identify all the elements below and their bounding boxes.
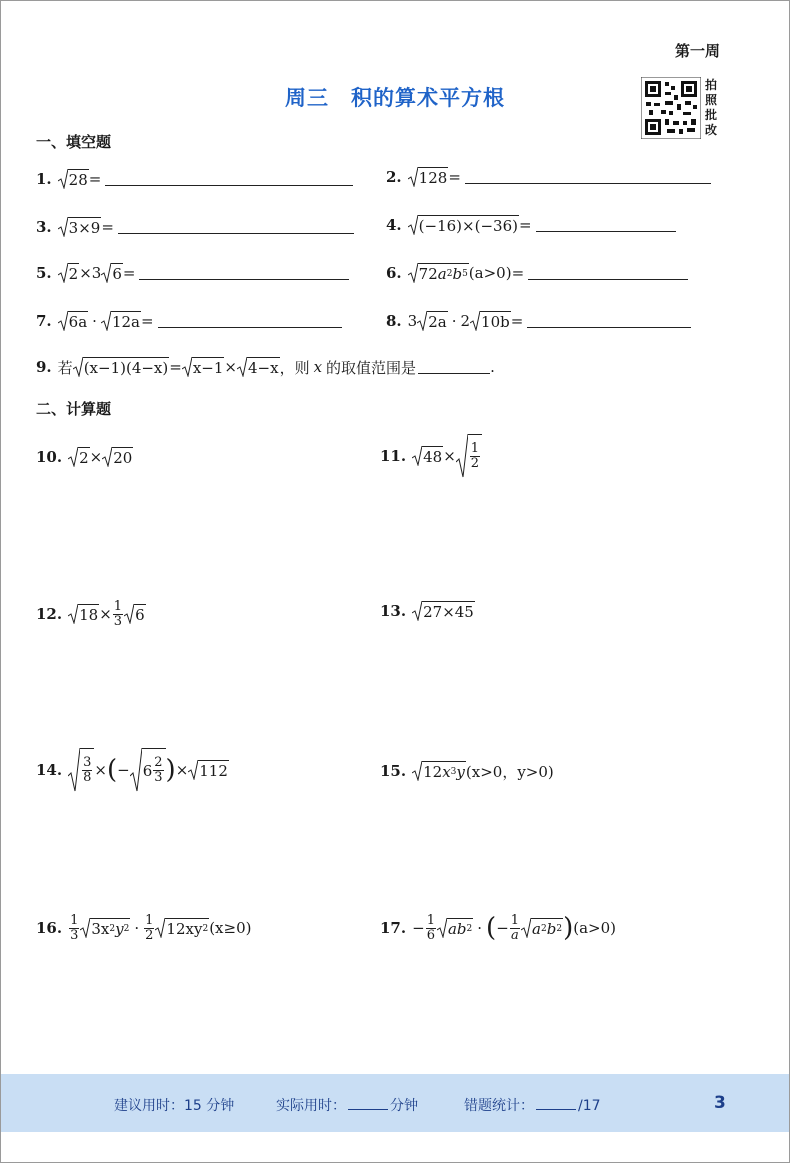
radicand: x−1: [192, 358, 224, 377]
sqrt: [101, 311, 141, 331]
equals: =: [511, 264, 525, 282]
condition: (a>0): [468, 264, 512, 282]
section-calculation: 二、计算题: [36, 400, 112, 418]
condition: (x≥0): [209, 919, 252, 937]
radicand: 6: [112, 264, 122, 283]
sqrt: [456, 434, 482, 478]
question-number: 8.: [386, 312, 402, 330]
question-number: 1.: [36, 170, 52, 188]
question-number: 10.: [36, 448, 63, 466]
left-paren: (: [106, 755, 118, 785]
term: 12xy: [166, 919, 203, 938]
radicand: [447, 918, 473, 938]
sqrt: [182, 357, 225, 377]
section-fill-blank: 一、填空题: [36, 133, 112, 151]
equals: =: [101, 218, 114, 236]
qr-code-icon[interactable]: [641, 77, 701, 139]
text-range: 的取值范围是: [326, 358, 417, 377]
sqrt: [68, 447, 90, 467]
right-paren: ): [563, 913, 574, 943]
coefficient: 3: [407, 312, 418, 330]
radicand: 12a: [111, 312, 140, 331]
sqrt: [412, 601, 475, 621]
text-if: 若: [57, 358, 73, 377]
denominator: 3: [154, 770, 163, 785]
numerator: 1: [510, 912, 520, 928]
question-number: 13.: [380, 602, 407, 620]
question-8: [386, 306, 691, 336]
question-number: 6.: [386, 264, 402, 282]
dot: ·: [477, 919, 483, 937]
sqrt: [408, 167, 449, 187]
radicand: 10b: [481, 312, 510, 331]
exponent: 2: [109, 923, 116, 934]
exponent: 2: [123, 923, 130, 934]
answer-blank[interactable]: [418, 372, 490, 374]
sqrt: [408, 263, 469, 283]
question-4: [386, 210, 676, 240]
fraction: [510, 914, 520, 943]
radicand: [90, 918, 130, 938]
denominator: 3: [113, 613, 123, 629]
sqrt: [68, 604, 99, 624]
sqrt: [470, 311, 511, 331]
question-11: [380, 432, 482, 480]
sqrt: [437, 918, 473, 938]
dot: ·: [92, 312, 97, 330]
fraction: [82, 756, 92, 785]
question-number: 15.: [380, 762, 407, 780]
times: ×: [443, 447, 456, 465]
equals: =: [122, 264, 136, 282]
radicand: [418, 263, 469, 283]
sqrt: [155, 918, 209, 938]
whole-part: 6: [142, 761, 153, 780]
times: ×: [94, 761, 107, 779]
radicand: (x−1)(4−x): [83, 358, 169, 377]
exponent: 2: [446, 268, 453, 279]
numerator: 2: [154, 755, 163, 770]
coefficient: 12: [423, 762, 443, 781]
sqrt: [80, 918, 130, 938]
question-7: [36, 306, 342, 336]
title-topic: 积的算术平方根: [351, 86, 505, 110]
exponent: 2: [202, 923, 209, 934]
exponent: 2: [541, 923, 547, 934]
dot: ·: [134, 919, 140, 937]
sqrt: [58, 217, 102, 237]
fraction: [470, 442, 480, 471]
equals: =: [448, 168, 461, 186]
actual-time-blank[interactable]: [348, 1109, 388, 1110]
radicand: 2: [79, 448, 89, 467]
sqrt: [58, 311, 89, 331]
radicand: (−16)×(−36): [418, 216, 518, 235]
term: 3x: [91, 919, 110, 938]
times: ×: [99, 605, 112, 623]
left-paren: (: [486, 913, 497, 943]
question-6: [386, 258, 688, 288]
page-number: 3: [714, 1093, 726, 1113]
question-10: [36, 442, 133, 472]
sqrt: [408, 215, 519, 235]
question-16: [36, 908, 251, 948]
answer-blank[interactable]: [527, 326, 691, 328]
radicand: 4−x: [247, 358, 279, 377]
equals: =: [140, 312, 154, 330]
title-day: 周三: [285, 86, 329, 110]
radicand: 128: [418, 168, 448, 187]
radicand: 28: [68, 170, 88, 189]
radicand: [468, 434, 482, 478]
radicand: [422, 761, 466, 781]
times: ×: [89, 448, 103, 466]
radicand: 6: [135, 605, 145, 624]
answer-blank[interactable]: [105, 184, 353, 186]
suggested-time: 建议用时：15 分钟: [114, 1098, 235, 1114]
answer-blank[interactable]: [118, 232, 354, 234]
sqrt: [73, 357, 170, 377]
condition: (x>0，y>0): [465, 762, 554, 781]
answer-blank[interactable]: [528, 278, 688, 280]
qr-label: 拍照批改: [704, 78, 717, 137]
sqrt: [417, 311, 448, 331]
variable: b: [546, 919, 557, 938]
exponent: 2: [556, 923, 563, 934]
radicand: 3×9: [68, 218, 101, 237]
question-number: 16.: [36, 919, 63, 937]
times-coefficient: ×3: [79, 264, 102, 282]
question-5: [36, 258, 349, 288]
denominator: 8: [83, 770, 92, 785]
actual-time: [276, 1095, 418, 1115]
week-label: 第一周: [674, 42, 720, 60]
question-15: [380, 756, 554, 786]
text-then: ，则: [279, 358, 310, 377]
question-17: [380, 908, 616, 948]
error-total: /17: [578, 1098, 601, 1114]
equals: =: [510, 312, 524, 330]
numerator: 1: [145, 912, 154, 928]
variable: x: [442, 762, 451, 781]
term: ab: [447, 919, 467, 938]
fraction: [69, 914, 79, 943]
fraction: [426, 914, 436, 943]
numerator: 1: [426, 912, 435, 928]
radicand: 20: [113, 448, 133, 467]
sqrt: [412, 446, 443, 466]
sqrt: [58, 169, 89, 189]
fraction: [153, 756, 163, 785]
exponent: 2: [466, 923, 473, 934]
question-number: 12.: [36, 605, 63, 623]
times: ×: [224, 358, 237, 376]
answer-blank[interactable]: [139, 278, 349, 280]
radicand: 27×45: [423, 602, 474, 621]
condition: (a>0): [573, 919, 616, 937]
radicand: 48: [423, 447, 443, 466]
exponent: 5: [462, 268, 468, 279]
sqrt: [188, 760, 229, 780]
sqrt: [101, 263, 123, 283]
question-1: [36, 164, 353, 194]
question-number: 4.: [386, 216, 402, 234]
question-number: 7.: [36, 312, 52, 330]
equals: =: [88, 170, 102, 188]
denominator: a: [511, 927, 519, 943]
minutes-unit: 分钟: [390, 1098, 418, 1114]
numerator: 3: [83, 755, 92, 770]
sqrt: [521, 918, 563, 938]
question-number: 17.: [380, 919, 407, 937]
radicand: 18: [79, 605, 99, 624]
error-count: [464, 1095, 601, 1115]
dot: ·: [451, 312, 457, 330]
question-3: [36, 212, 354, 242]
question-number: 2.: [386, 168, 402, 186]
radicand: [165, 918, 209, 938]
radicand: 2a: [428, 312, 447, 331]
denominator: 2: [470, 456, 480, 471]
question-9: [36, 352, 495, 382]
answer-blank[interactable]: [536, 230, 676, 232]
radicand: 112: [199, 761, 228, 780]
numerator: 1: [113, 598, 123, 614]
answer-blank[interactable]: [158, 326, 342, 328]
fraction: [144, 914, 154, 943]
answer-blank[interactable]: [465, 182, 711, 184]
sqrt: [124, 604, 146, 624]
question-number: 3.: [36, 218, 52, 236]
radicand: [80, 748, 94, 792]
actual-time-label: 实际用时：: [276, 1098, 346, 1114]
variable: a: [532, 919, 541, 938]
radicand: [531, 918, 563, 938]
radicand: [142, 748, 166, 792]
minus: −: [117, 761, 130, 779]
variable: y: [115, 919, 124, 938]
numerator: 1: [470, 441, 480, 456]
radicand: 6a: [68, 312, 88, 331]
coefficient: 72: [418, 264, 438, 283]
fraction: [113, 600, 123, 629]
variable: x: [313, 358, 323, 376]
question-number: 11.: [380, 447, 407, 465]
denominator: 6: [426, 927, 435, 943]
denominator: 3: [70, 927, 79, 943]
question-number: 5.: [36, 264, 52, 282]
sqrt: [68, 748, 94, 792]
variable: y: [456, 762, 465, 781]
minus: −: [412, 919, 425, 937]
period: .: [490, 358, 495, 376]
right-paren: ): [165, 755, 176, 785]
error-count-label: 错题统计：: [464, 1098, 534, 1114]
sqrt: [412, 761, 466, 781]
minus: −: [496, 919, 509, 937]
question-13: [380, 596, 475, 626]
variable: a: [437, 264, 447, 283]
sqrt: [237, 357, 280, 377]
exponent: 3: [450, 766, 457, 777]
coefficient: 2: [460, 312, 471, 330]
question-2: [386, 162, 711, 192]
question-number: 9.: [36, 358, 52, 376]
question-number: 14.: [36, 761, 63, 779]
radicand: 2: [68, 264, 79, 283]
error-count-blank[interactable]: [536, 1109, 576, 1110]
numerator: 1: [70, 912, 79, 928]
sqrt: [102, 447, 133, 467]
sqrt: [130, 748, 166, 792]
equals: =: [169, 358, 182, 376]
equals: =: [518, 216, 532, 234]
variable: b: [452, 264, 463, 283]
sqrt: [58, 263, 80, 283]
question-14: [36, 746, 229, 794]
times: ×: [175, 761, 189, 779]
question-12: [36, 594, 146, 634]
denominator: 2: [145, 927, 154, 943]
